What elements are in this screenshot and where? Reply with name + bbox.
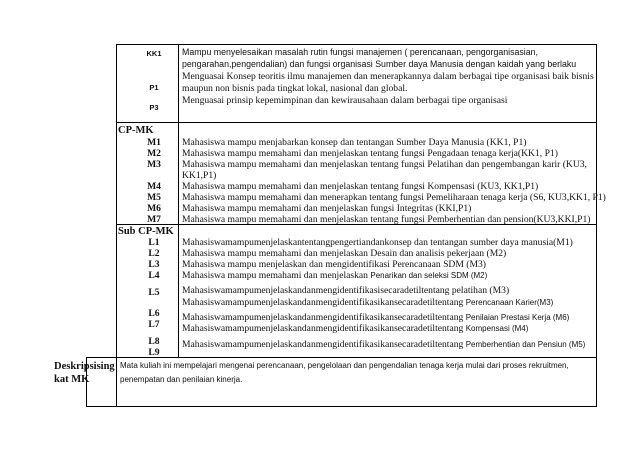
rule-cpmk (116, 122, 597, 123)
cpmk-heading: CP-MK (118, 125, 154, 136)
rule-bottom (86, 406, 597, 407)
subcpmk-line: Mahasiswamampumenjelaskandanmengidentifikasisecaradetiltentang pelatihan (M3) (182, 285, 510, 296)
kk-line: pengarahan,pengendalian) dan fungsi organisasi Sumber daya Manusia dengan kaidah yang berlaku (182, 59, 577, 69)
kk-code-p3: P3 (149, 103, 159, 112)
rule-top (116, 44, 597, 45)
cpmk-code: M7 (147, 214, 161, 225)
cpmk-line: Mahasiswa mampu memahami dan menjelaskan tentang fungsi Pelatihan dan pengembangan karir (KU3, (182, 159, 587, 170)
kk-line: Menguasai Konsep teoritis ilmu manajemen dan menerapkannya dalam berbagai tipe organisasi baik bisnis (182, 71, 594, 82)
subcpmk-line: Mahasiswamampumenjelaskantentangpengertiandankonsep dan tentangan sumber daya manusia(M1) (182, 237, 573, 248)
cpmk-line: Mahasiswa mampu memahami dan menjelaskan tentang fungsi Pemberhentian dan pension(KU3,KKI,P1) (182, 214, 591, 225)
subcpmk-code: L1 (148, 237, 160, 248)
rule-right (596, 44, 597, 407)
cpmk-code: M4 (147, 181, 161, 192)
cpmk-line: Mahasiswa mampu memahami dan menjelaskan tentang fungsi Pengadaan tenaga kerja(KK1, P1) (182, 148, 558, 159)
kk-code-kk1: KK1 (146, 49, 162, 58)
cpmk-code: M2 (147, 148, 161, 159)
subcpmk-line: Mahasiswa mampu menjelaskan dan mengidentifikasi Perencanaan SDM (M3) (182, 259, 486, 270)
cpmk-code: M5 (147, 192, 161, 203)
subcpmk-line: Mahasiswamampumenjelaskandanmengidentifikasikansecaradetiltentang Perencanaan Karier(M3) (182, 297, 554, 308)
subcpmk-line: Mahasiswamampumenjelaskandanmengidentifikasikansecaradetiltentang Pemberhentian dan Pensiun (M5) (182, 339, 586, 350)
kk-line: Mampu menyelesaikan masalah rutin fungsi manajemen ( perencanaan, pengorganisasian, (182, 47, 538, 57)
deskripsi-line: penempatan dan penilaian kinerja. (120, 375, 243, 384)
cpmk-line: Mahasiswa mampu memahami dan menerapkan tentang fungsi Pemeliharaan tenaga kerja (S6, KU3,KK1, P1) (182, 192, 606, 203)
subcpmk-code: L4 (148, 270, 160, 281)
deskripsi-label: kat MK (54, 374, 90, 385)
kk-code-p1: P1 (149, 83, 159, 92)
kk-line: maupun non bisnis pada tingkat lokal, nasional dan global. (182, 83, 408, 94)
subcpmk-code: L7 (148, 319, 160, 330)
cpmk-line: Mahasiswa mampu memahami dan menjelaskan fungsi Integritas (KKI,P1) (182, 203, 472, 214)
cpmk-line: Mahasiswa mampu memahami dan menjelaskan tentang fungsi Kompensasi (KU3, KK1,P1) (182, 181, 539, 192)
deskripsi-label: Deskripsising (54, 361, 115, 372)
cpmk-line: Mahasiswa mampu menjabarkan konsep dan tentangan Sumber Daya Manusia (KK1, P1) (182, 137, 527, 148)
subcpmk-code: L8 (148, 336, 160, 347)
cpmk-code: M3 (147, 159, 161, 170)
subcpmk-heading: Sub CP-MK (118, 226, 174, 237)
subcpmk-code: L5 (148, 287, 160, 298)
subcpmk-line: Mahasiswa mampu memahami dan menjelaskan Penarikan dan seleksi SDM (M2) (182, 270, 488, 281)
subcpmk-code: L3 (148, 259, 160, 270)
subcpmk-line: Mahasiswamampumenjelaskandanmengidentifikasikansecaradetiltentang Penilaian Prestasi Kerja (M6) (182, 312, 570, 323)
rule-middle (178, 44, 179, 357)
subcpmk-code: L6 (148, 308, 160, 319)
subcpmk-code: L9 (148, 347, 160, 358)
course-table (54, 44, 606, 406)
deskripsi-line: Mata kuliah ini mempelajari mengenai perencanaan, pengelolaan dan pengendalian tenaga kerja mulai dari proses rekruitmen, (120, 361, 569, 370)
cpmk-line: KK1,P1) (182, 170, 217, 181)
subcpmk-code: L2 (148, 248, 160, 259)
cpmk-code: M1 (147, 137, 161, 148)
rule-left-inner (116, 44, 117, 407)
kk-line: Menguasai prinsip kepemimpinan dan kewirausahaan dalam berbagai tipe organisasi (182, 95, 508, 106)
subcpmk-line: Mahasiswamampumenjelaskandanmengidentifikasikansecaradetiltentang Kompensasi (M4) (182, 323, 529, 334)
subcpmk-line: Mahasiswa mampu memahami dan menjelaskan Desain dan analisis pekerjaan (M2) (182, 248, 507, 259)
cpmk-code: M6 (147, 203, 161, 214)
